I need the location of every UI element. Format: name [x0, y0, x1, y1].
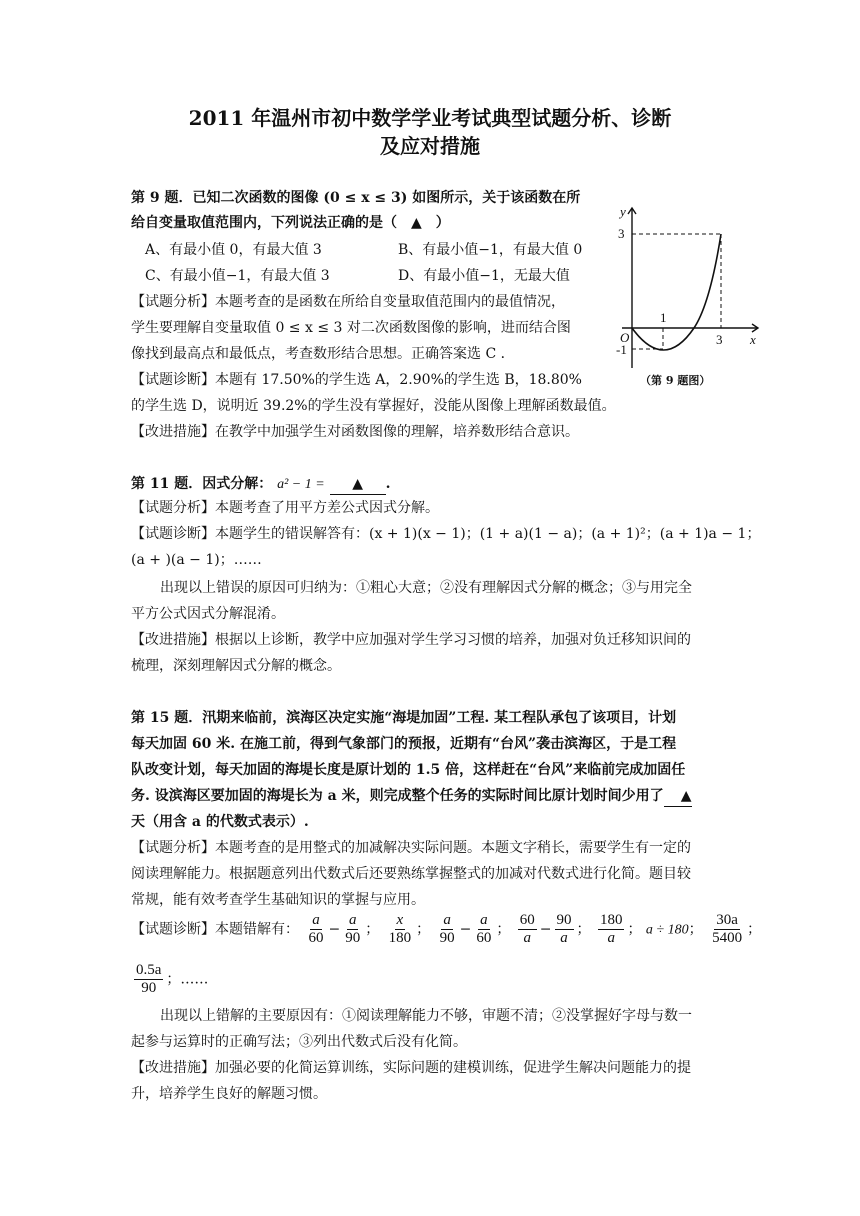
fraction: $\frac{90}{a}$	[556, 912, 572, 946]
q9-option-b: B、有最小值−1，有最大值 0	[398, 242, 583, 258]
page-title: 2011 年温州市初中数学学业考试典型试题分析、诊断	[188, 106, 672, 130]
q15-reason-2: 起参与运算时的正确写法；③列出代数式后没有化简。	[131, 1034, 467, 1050]
q9-analysis-1: 【试题分析】本题考查的是函数在所给自变量取值范围内的最值情况，	[131, 294, 565, 310]
q15-line-4	[131, 786, 692, 807]
q11-fix-1: 【改进措施】根据以上诊断，教学中应加强对学生学习习惯的培养，加强对负迁移知识间的	[131, 632, 691, 648]
q11-head: 第 11 题．因式分解： a² − 1 = ▲ .	[131, 474, 390, 495]
parabola-curve	[632, 234, 721, 350]
y-label: y	[620, 204, 626, 219]
q9-analysis-3: 像找到最高点和最低点，考查数形结合思想。正确答案选 C ．	[131, 346, 515, 362]
q15-fix-1: 【改进措施】加强必要的化简运算训练，实际问题的建模训练，促进学生解决问题能力的提	[131, 1060, 691, 1076]
q15-line-2: 每天加固 60 米. 在施工前，得到气象部门的预报，近期有“台风”袭击滨海区，于是工程	[131, 736, 677, 752]
q9-head: 第 9 题．已知二次函数的图像 (0 ≤ x ≤ 3) 如图所示，关于该函数在所	[131, 190, 581, 206]
q15-diagnosis-label: 【试题诊断】本题错解有：	[131, 921, 299, 938]
q11-diagnosis: 【试题诊断】本题学生的错误解答有：(x + 1)(x − 1)；(1 + a)(1 − a)；(a + 1)²；(a + 1)a − 1；	[131, 526, 761, 542]
fraction: $\frac{a}{60}$	[308, 912, 324, 946]
fraction: $\frac{30a}{5400}$	[712, 912, 743, 946]
figure-caption: （第 9 题图）	[640, 374, 711, 387]
q15-diagnosis: 【试题诊断】本题错解有： $\frac{a}{60}$ − $\frac{a}{90}$ ； $\frac{x}{180}$ ； $\frac{a}{90}$ − $\frac{a}{60}$ ； $\frac{60}{a}$ − $\frac{90}{a}$ ； $\frac{180}{a}$ ； a ÷ 180； $\frac{30a}{5400}$ ；	[131, 912, 762, 946]
tick-3-y: 3	[618, 226, 625, 241]
page-subtitle: 及应对措施	[380, 134, 480, 158]
q9-analysis-2: 学生要理解自变量取值 0 ≤ x ≤ 3 对二次函数图像的影响，进而结合图	[131, 320, 571, 336]
q15-line-3: 队改变计划，每天加固的海堤长度是原计划的 1.5 倍，这样赶在“台风”来临前完成加固任	[131, 762, 686, 778]
q11-expr: a² − 1 =	[277, 477, 325, 492]
q11-fix-2: 梳理，深刻理解因式分解的概念。	[131, 658, 341, 674]
tick-1: 1	[660, 310, 667, 325]
q15-analysis-1: 【试题分析】本题考查的是用整式的加减解决实际问题。本题文字稍长，需要学生有一定的	[131, 840, 691, 856]
x-label: x	[750, 332, 756, 347]
q15-line-5: 天（用含 a 的代数式表示）.	[131, 814, 309, 830]
q9-diagnosis-1: 【试题诊断】本题有 17.50%的学生选 A，2.90%的学生选 B，18.80%	[131, 372, 582, 388]
q9-option-a: A、有最小值 0，有最大值 3	[145, 242, 322, 258]
origin-label: O	[620, 330, 630, 345]
tick-3-x: 3	[716, 332, 723, 347]
q15-analysis-2: 阅读理解能力。根据题意列出代数式后还要熟练掌握整式的加减对代数式进行化简。题目较	[131, 866, 691, 882]
division-expr: a ÷ 180	[645, 922, 689, 938]
tick-minus-1: -1	[616, 342, 627, 357]
q9-option-d: D、有最小值−1，无最大值	[398, 268, 570, 284]
q11-analysis: 【试题分析】本题考查了用平方差公式因式分解。	[131, 500, 439, 516]
q11-reason-1: 出现以上错误的原因可归纳为：①粗心大意；②没有理解因式分解的概念；③与用完全	[160, 580, 692, 596]
q15-diagnosis-2: $\frac{0.5a}{90}$ ；……	[136, 962, 209, 996]
q9-head2: 给自变量取值范围内，下列说法正确的是（ ▲ ）	[131, 215, 450, 231]
fraction: $\frac{x}{180}$	[388, 912, 412, 946]
fraction: $\frac{180}{a}$	[599, 912, 623, 946]
q15-reason-1: 出现以上错解的主要原因有：①阅读理解能力不够，审题不清；②没掌握好字母与数一	[160, 1008, 692, 1024]
q11-label: 第 11 题．因式分解：	[131, 476, 273, 492]
fraction: $\frac{a}{90}$	[345, 912, 361, 946]
q15-fix-2: 升，培养学生良好的解题习惯。	[131, 1086, 327, 1102]
q15-blank: ▲	[664, 786, 692, 807]
q15-line-1: 第 15 题．汛期来临前，滨海区决定实施“海堤加固”工程. 某工程队承包了该项目，计划	[131, 710, 677, 726]
q9-option-c: C、有最小值−1，有最大值 3	[145, 268, 330, 284]
q15-analysis-3: 常规，能有效考查学生基础知识的掌握与应用。	[131, 892, 425, 908]
q9-graph	[612, 200, 762, 400]
fraction: $\frac{a}{90}$	[439, 912, 455, 946]
q11-reason-2: 平方公式因式分解混淆。	[131, 606, 285, 622]
fraction: $\frac{60}{a}$	[519, 912, 535, 946]
fraction: $\frac{0.5a}{90}$	[136, 962, 162, 996]
fraction: $\frac{a}{60}$	[476, 912, 492, 946]
q11-diagnosis-2: (a + )(a − 1)；……	[131, 552, 262, 568]
q9-diagnosis-2: 的学生选 D，说明近 39.2%的学生没有掌握好，没能从图像上理解函数最值。	[131, 398, 616, 414]
q9-fix: 【改进措施】在教学中加强学生对函数图像的理解，培养数形结合意识。	[131, 424, 579, 440]
q15-line-4-text: 务. 设滨海区要加固的海堤长为 a 米，则完成整个任务的实际时间比原计划时间少用了	[131, 788, 664, 804]
q11-blank: ▲	[330, 474, 386, 495]
